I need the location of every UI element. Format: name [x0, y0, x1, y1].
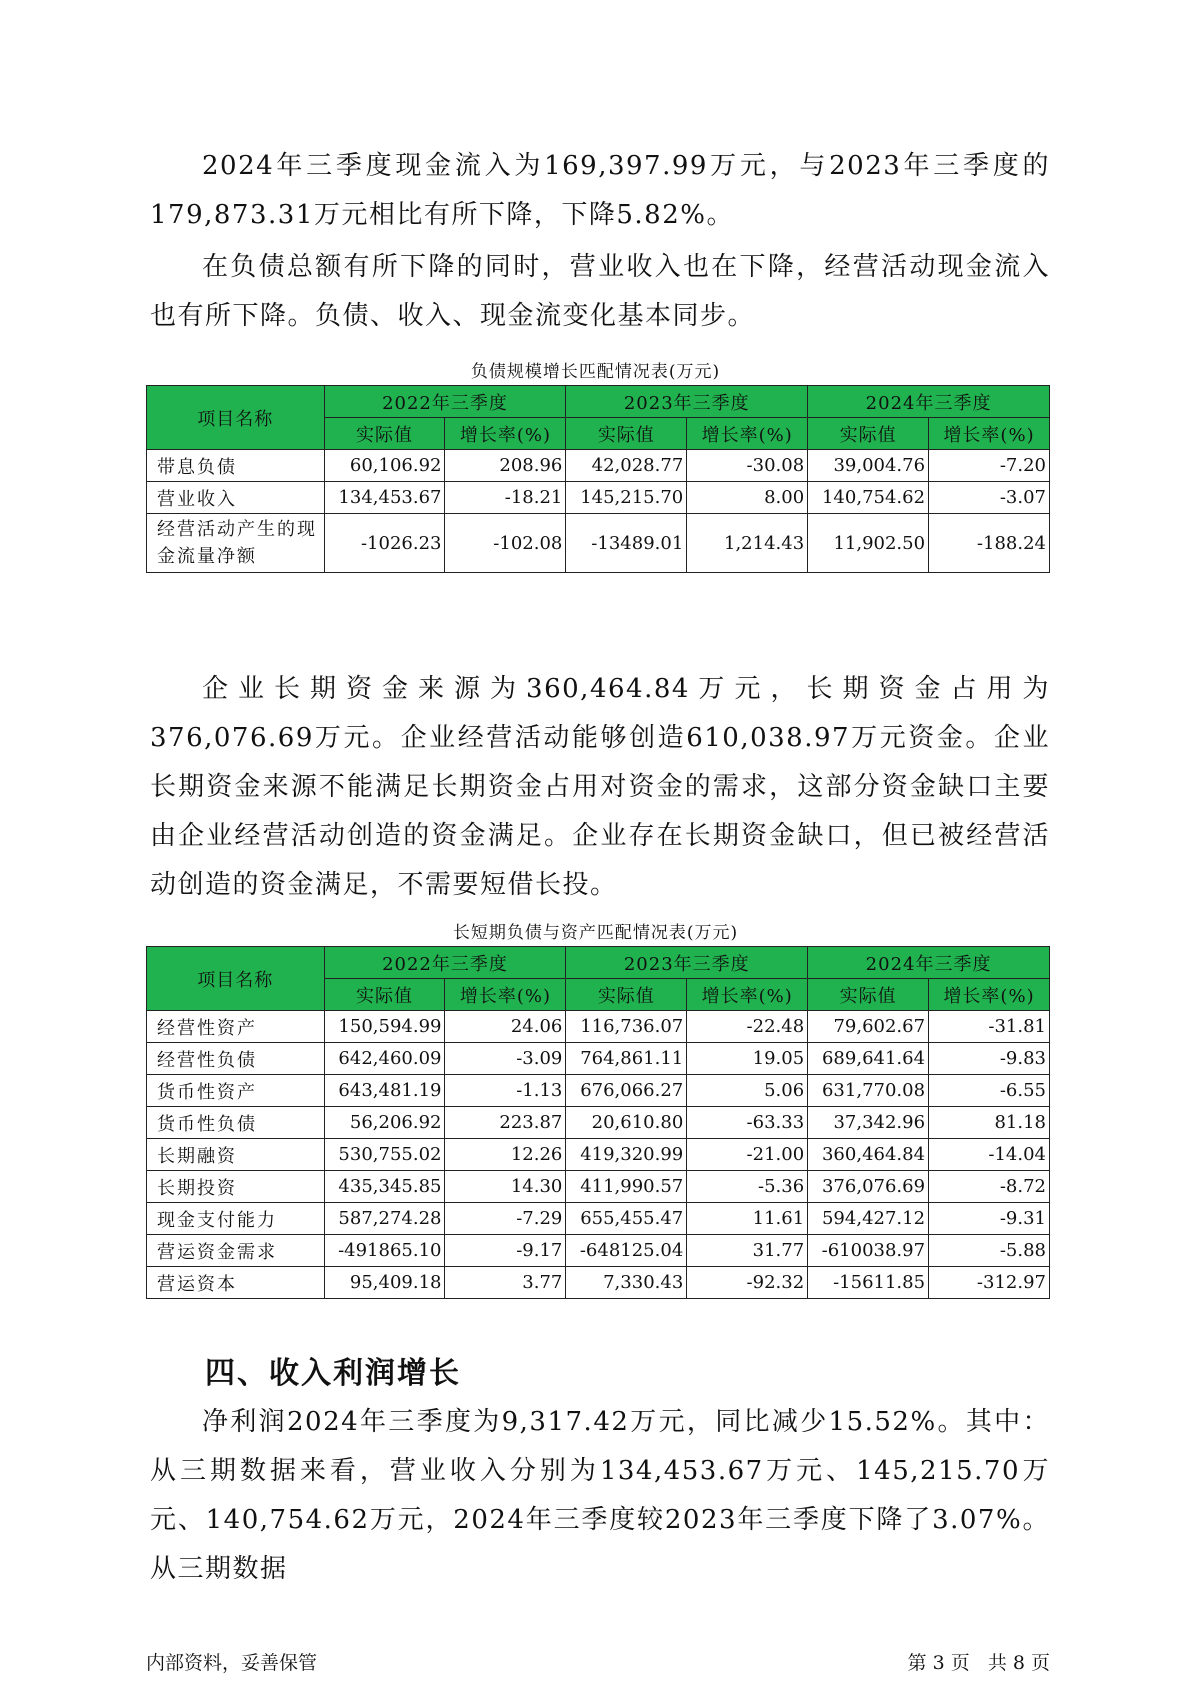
table2-caption: 长短期负债与资产匹配情况表(万元) — [452, 923, 739, 943]
header-growth: 增长率(%) — [687, 979, 808, 1011]
cell-value: 37,342.96 — [808, 1107, 929, 1139]
header-period: 2022年三季度 — [324, 386, 566, 418]
cell-value: 3.77 — [445, 1267, 566, 1299]
cell-value: -648125.04 — [566, 1235, 687, 1267]
cell-value: 594,427.12 — [808, 1203, 929, 1235]
header-actual: 实际值 — [566, 979, 687, 1011]
cell-value: -610038.97 — [808, 1235, 929, 1267]
cell-value: 79,602.67 — [808, 1011, 929, 1043]
cell-value: 81.18 — [929, 1107, 1050, 1139]
cell-value: 764,861.11 — [566, 1043, 687, 1075]
header-growth: 增长率(%) — [445, 418, 566, 450]
cell-value: 643,481.19 — [324, 1075, 445, 1107]
paragraph-net-profit: 净利润2024年三季度为9,317.42万元，同比减少15.52%。其中：从三期数据来看，营业收入分别为134,453.67万元、145,215.70万元、140,754.62万元，2024年三季度较2023年三季度下降了3.07%。从三期数据 — [150, 1407, 1050, 1584]
cell-value: -6.55 — [929, 1075, 1050, 1107]
cell-value: -15611.85 — [808, 1267, 929, 1299]
cell-value: 642,460.09 — [324, 1043, 445, 1075]
cell-value: 12.26 — [445, 1139, 566, 1171]
cell-value: -30.08 — [687, 450, 808, 482]
table-row — [147, 482, 1050, 514]
row-label: 经营性负债 — [147, 1043, 325, 1075]
table-row — [147, 514, 1050, 573]
row-label: 营运资本 — [147, 1267, 325, 1299]
cell-value: 134,453.67 — [324, 482, 445, 514]
row-label: 带息负债 — [147, 450, 325, 482]
table1-caption: 负债规模增长匹配情况表(万元) — [470, 362, 721, 382]
row-label: 长期投资 — [147, 1171, 325, 1203]
cell-value: 419,320.99 — [566, 1139, 687, 1171]
cell-value: 208.96 — [445, 450, 566, 482]
cell-value: -491865.10 — [324, 1235, 445, 1267]
row-label: 现金支付能力 — [147, 1203, 325, 1235]
table-row — [147, 1107, 1050, 1139]
cell-value: -1.13 — [445, 1075, 566, 1107]
cell-value: -3.09 — [445, 1043, 566, 1075]
table-row — [147, 1235, 1050, 1267]
cell-value: 60,106.92 — [324, 450, 445, 482]
cell-value: 689,641.64 — [808, 1043, 929, 1075]
cell-value: 140,754.62 — [808, 482, 929, 514]
paragraph-cash-inflow: 2024年三季度现金流入为169,397.99万元，与2023年三季度的179,873.31万元相比有所下降，下降5.82%。 — [150, 151, 1050, 230]
table-row — [147, 1203, 1050, 1235]
cell-value: -92.32 — [687, 1267, 808, 1299]
cell-value: 150,594.99 — [324, 1011, 445, 1043]
cell-value: -312.97 — [929, 1267, 1050, 1299]
row-label: 长期融资 — [147, 1139, 325, 1171]
cell-value: -14.04 — [929, 1139, 1050, 1171]
row-label: 经营性资产 — [147, 1011, 325, 1043]
header-actual: 实际值 — [324, 979, 445, 1011]
cell-value: -8.72 — [929, 1171, 1050, 1203]
cell-value: 360,464.84 — [808, 1139, 929, 1171]
cell-value: 39,004.76 — [808, 450, 929, 482]
cell-value: 676,066.27 — [566, 1075, 687, 1107]
cell-value: 11,902.50 — [808, 514, 929, 573]
paragraph-debt-revenue: 在负债总额有所下降的同时，营业收入也在下降，经营活动现金流入也有所下降。负债、收入、现金流变化基本同步。 — [150, 252, 1050, 331]
table-row — [147, 1139, 1050, 1171]
table-row — [147, 1267, 1050, 1299]
cell-value: -31.81 — [929, 1011, 1050, 1043]
header-growth: 增长率(%) — [445, 979, 566, 1011]
row-label: 营业收入 — [147, 482, 325, 514]
section-heading: 四、收入利润增长 — [205, 1356, 461, 1391]
footer-page-number: 第 3 页 共 8 页 — [907, 1652, 1050, 1674]
cell-value: -102.08 — [445, 514, 566, 573]
cell-value: 8.00 — [687, 482, 808, 514]
debt-growth-table — [146, 385, 1050, 573]
cell-value: -5.88 — [929, 1235, 1050, 1267]
cell-value: 24.06 — [445, 1011, 566, 1043]
header-period: 2024年三季度 — [808, 947, 1050, 979]
cell-value: -3.07 — [929, 482, 1050, 514]
debt-asset-match-table — [146, 946, 1050, 1299]
cell-value: 145,215.70 — [566, 482, 687, 514]
cell-value: 7,330.43 — [566, 1267, 687, 1299]
cell-value: 655,455.47 — [566, 1203, 687, 1235]
table-row — [147, 1171, 1050, 1203]
cell-value: -7.20 — [929, 450, 1050, 482]
row-label: 货币性负债 — [147, 1107, 325, 1139]
cell-value: 42,028.77 — [566, 450, 687, 482]
table-row — [147, 1043, 1050, 1075]
header-growth: 增长率(%) — [687, 418, 808, 450]
cell-value: 116,736.07 — [566, 1011, 687, 1043]
cell-value: -13489.01 — [566, 514, 687, 573]
cell-value: 11.61 — [687, 1203, 808, 1235]
header-period: 2022年三季度 — [324, 947, 566, 979]
table-row — [147, 1011, 1050, 1043]
cell-value: 5.06 — [687, 1075, 808, 1107]
cell-value: -1026.23 — [324, 514, 445, 573]
cell-value: -9.83 — [929, 1043, 1050, 1075]
cell-value: 376,076.69 — [808, 1171, 929, 1203]
cell-value: -18.21 — [445, 482, 566, 514]
cell-value: 587,274.28 — [324, 1203, 445, 1235]
header-actual: 实际值 — [324, 418, 445, 450]
cell-value: 31.77 — [687, 1235, 808, 1267]
cell-value: 530,755.02 — [324, 1139, 445, 1171]
cell-value: -9.17 — [445, 1235, 566, 1267]
cell-value: 20,610.80 — [566, 1107, 687, 1139]
header-actual: 实际值 — [808, 418, 929, 450]
header-growth: 增长率(%) — [929, 979, 1050, 1011]
header-period: 2023年三季度 — [566, 386, 808, 418]
header-period: 2023年三季度 — [566, 947, 808, 979]
cell-value: 435,345.85 — [324, 1171, 445, 1203]
cell-value: -21.00 — [687, 1139, 808, 1171]
cell-value: 1,214.43 — [687, 514, 808, 573]
cell-value: -22.48 — [687, 1011, 808, 1043]
cell-value: -188.24 — [929, 514, 1050, 573]
header-actual: 实际值 — [566, 418, 687, 450]
cell-value: 411,990.57 — [566, 1171, 687, 1203]
header-item-name: 项目名称 — [147, 947, 325, 1011]
row-label: 营运资金需求 — [147, 1235, 325, 1267]
cell-value: 223.87 — [445, 1107, 566, 1139]
cell-value: 56,206.92 — [324, 1107, 445, 1139]
cell-value: -5.36 — [687, 1171, 808, 1203]
cell-value: 631,770.08 — [808, 1075, 929, 1107]
row-label: 货币性资产 — [147, 1075, 325, 1107]
cell-value: 14.30 — [445, 1171, 566, 1203]
header-period: 2024年三季度 — [808, 386, 1050, 418]
table-row — [147, 1075, 1050, 1107]
paragraph-long-term-funding: 企业长期资金来源为360,464.84万元，长期资金占用为376,076.69万元。企业经营活动能够创造610,038.97万元资金。企业长期资金来源不能满足长期资金占用对资金的需求，这部分资金缺口主要由企业经营活动创造的资金满足。企业存在长期资金缺口，但已被经营活动创造的资金满足，不需要短借长投。 — [150, 674, 1050, 900]
header-growth: 增长率(%) — [929, 418, 1050, 450]
cell-value: -63.33 — [687, 1107, 808, 1139]
row-label: 经营活动产生的现金流量净额 — [147, 514, 325, 573]
cell-value: -9.31 — [929, 1203, 1050, 1235]
cell-value: 19.05 — [687, 1043, 808, 1075]
header-actual: 实际值 — [808, 979, 929, 1011]
table-row — [147, 450, 1050, 482]
footer-confidential: 内部资料，妥善保管 — [146, 1652, 318, 1674]
cell-value: -7.29 — [445, 1203, 566, 1235]
cell-value: 95,409.18 — [324, 1267, 445, 1299]
header-item-name: 项目名称 — [147, 386, 325, 450]
